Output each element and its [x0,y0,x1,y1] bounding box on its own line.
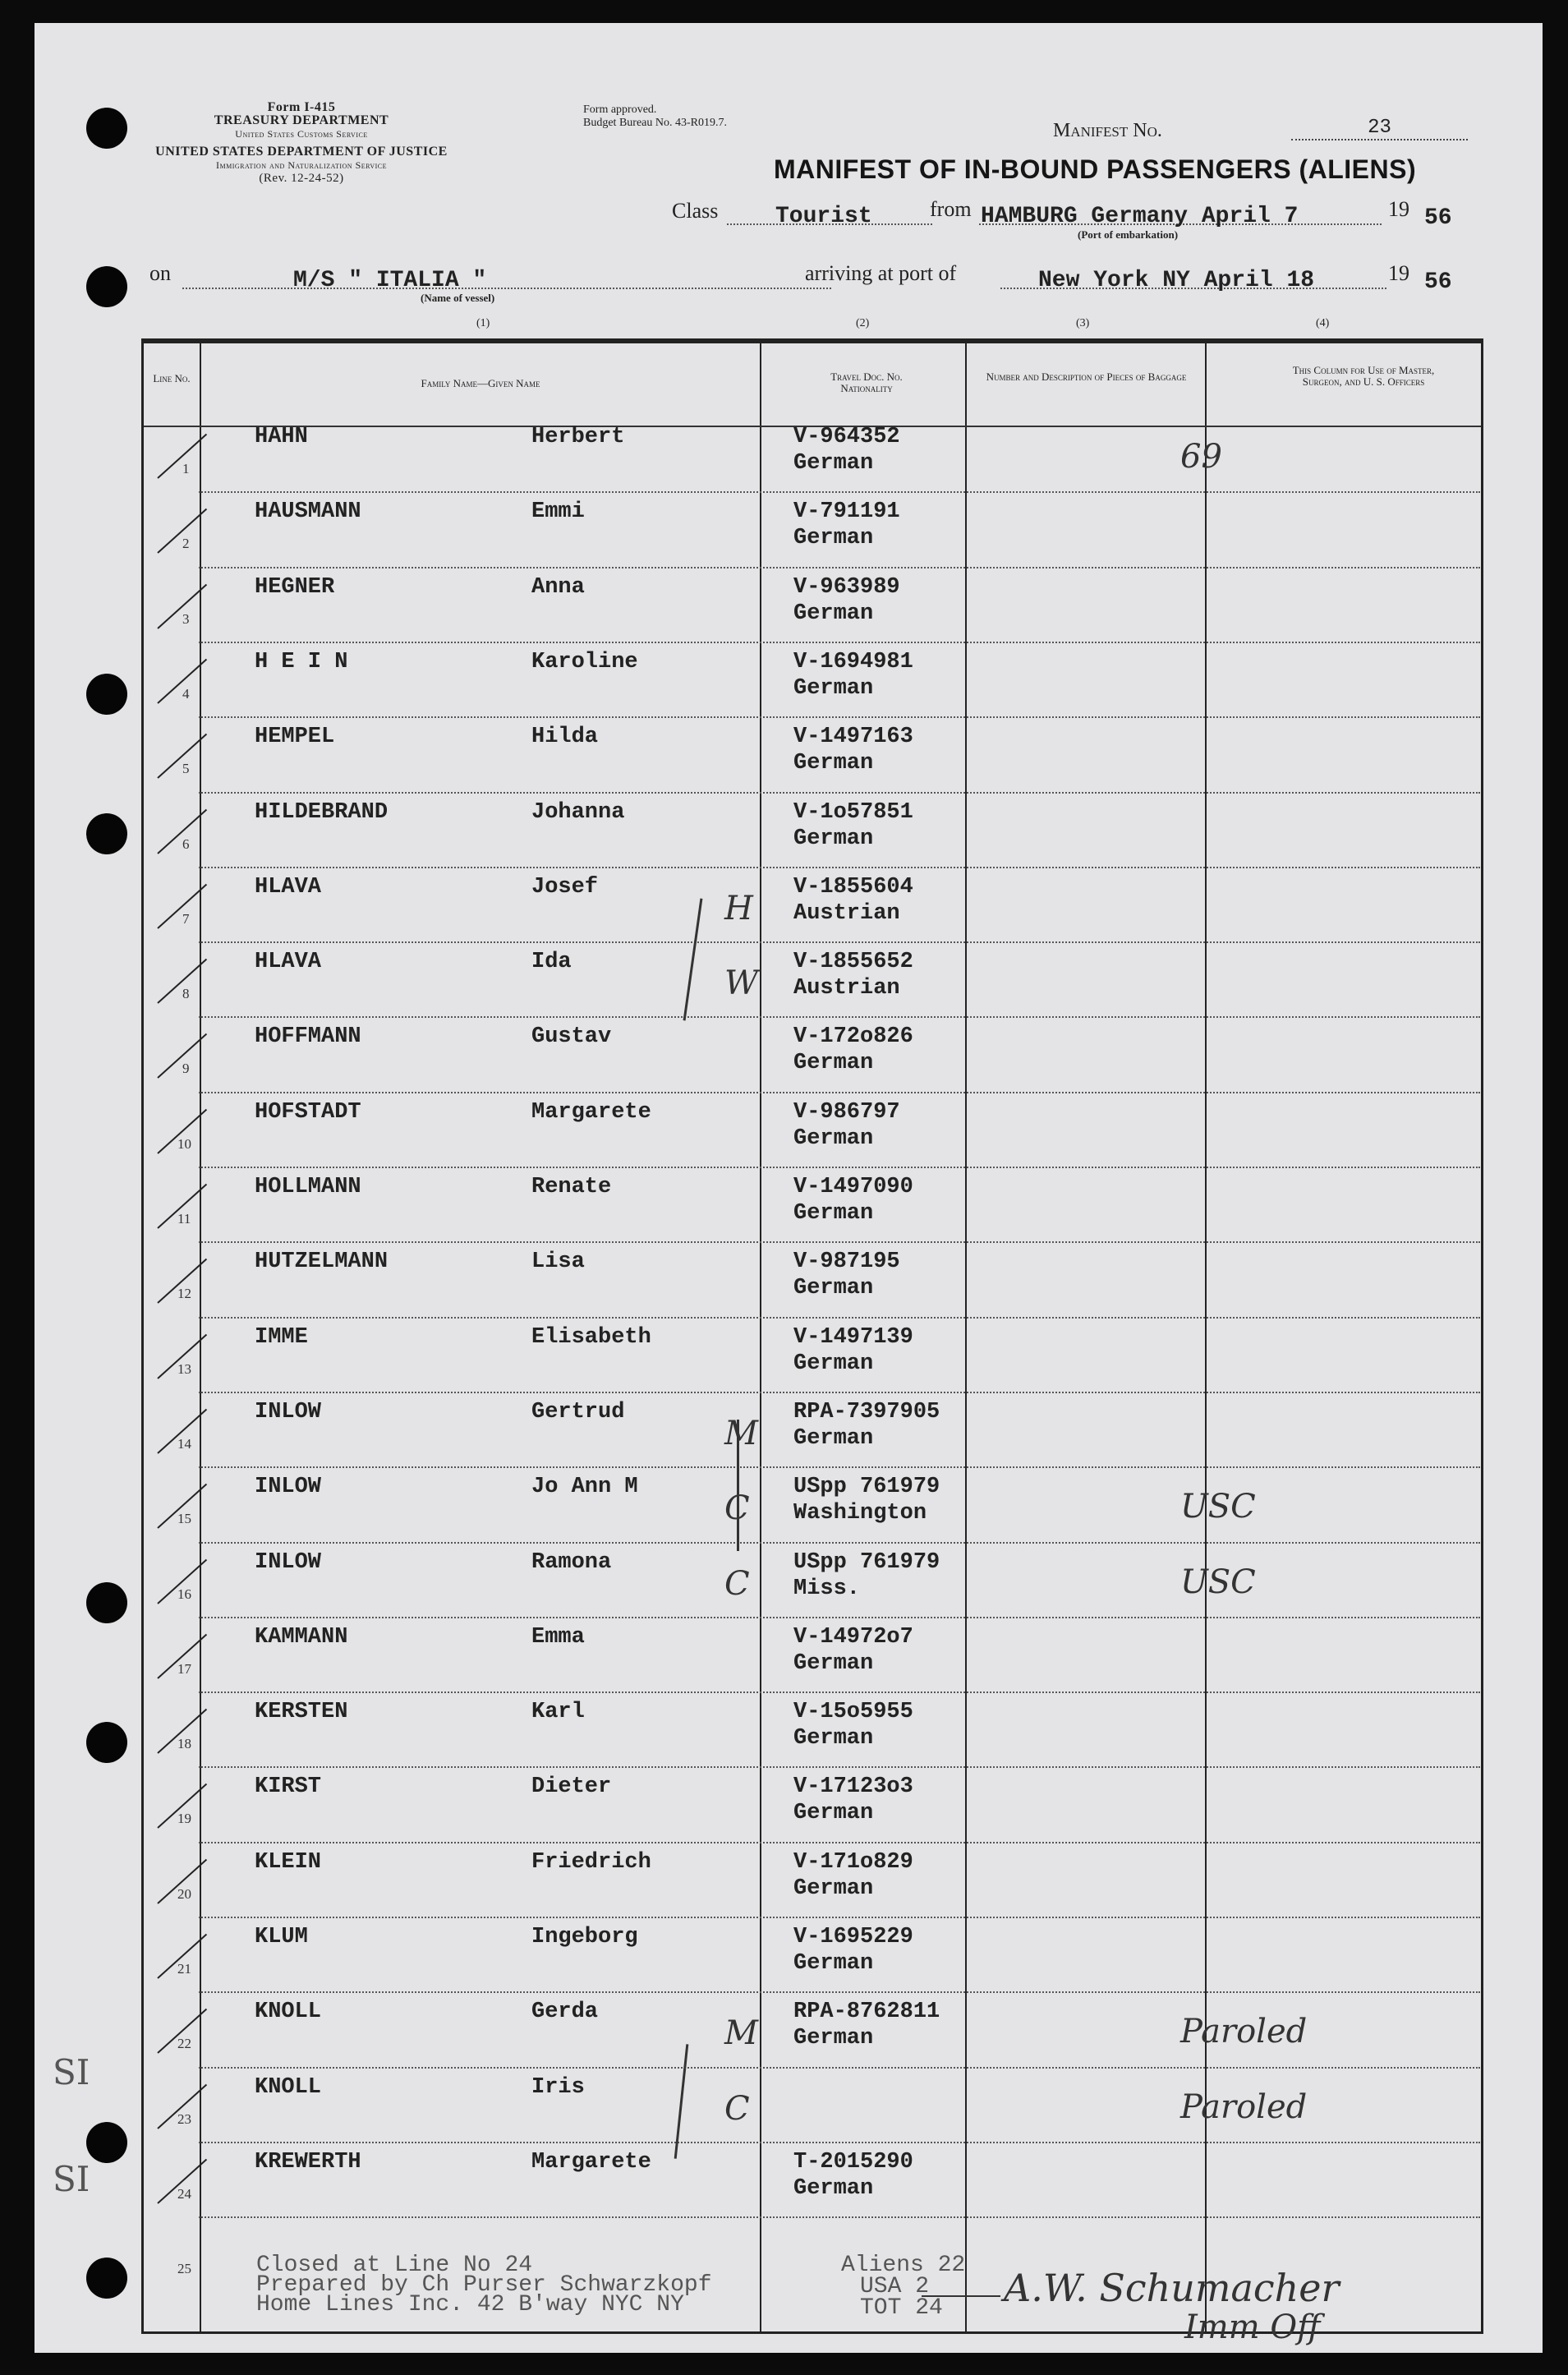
given-name: Lisa [531,1250,585,1275]
col-head-doc: Travel Doc. No. Nationality [830,371,903,394]
nationality: German [793,2026,874,2051]
row-divider [199,941,1480,943]
nationality: German [793,2175,874,2201]
family-bracket [737,1420,739,1551]
travel-doc-number: USpp 761979 [793,1475,940,1500]
prepared-by: Prepared by Ch Purser Schwarzkopf [256,2272,712,2298]
travel-doc-number: USpp 761979 [793,1549,940,1575]
family-name: IMME [255,1324,308,1350]
given-name: Ida [531,950,572,975]
margin-mark-si: SI [53,2052,90,2092]
officer-signature: A.W. Schumacher [1004,2266,1340,2310]
travel-doc-number: T-2015290 [793,2149,913,2175]
col-num-2: (2) [856,317,870,329]
given-name: Ramona [531,1549,612,1575]
row-divider [199,792,1480,794]
line-number: 5 [182,761,190,777]
row-divider [199,1691,1480,1693]
family-name: HAHN [255,425,308,449]
budget-bureau: Budget Bureau No. 43-R019.7. [583,117,727,129]
given-name: Iris [531,2074,585,2100]
line-number: 19 [177,1811,191,1827]
row-divider [199,1167,1480,1168]
travel-doc-number: V-1497139 [793,1324,913,1350]
manifest-number [1053,117,1391,142]
travel-doc-number: V-1497163 [793,725,913,750]
family-name: INLOW [255,1399,322,1425]
row-divider [199,1766,1480,1768]
row-divider [199,1617,1480,1618]
line-number: 15 [177,1511,191,1527]
family-name: HOLLMANN [255,1175,361,1199]
row-divider [199,1842,1480,1843]
travel-doc-number: V-14972o7 [793,1624,913,1650]
page-title: MANIFEST OF IN-BOUND PASSENGERS (ALIENS) [774,154,1417,184]
nationality: Miss. [793,1576,861,1601]
on-label: on [149,261,171,285]
family-name: HUTZELMANN [255,1250,389,1275]
relationship-note: C [724,1489,750,1528]
given-name: Elisabeth [531,1324,651,1350]
family-name: H E I N [255,649,348,674]
officer-note: USC [1180,1563,1256,1601]
travel-doc-number: RPA-7397905 [793,1399,940,1425]
nationality: German [793,826,874,851]
officer-note: 69 [1180,438,1222,476]
given-name: Josef [531,874,599,900]
officer-note: USC [1180,1488,1256,1526]
vessel-name: M/S " ITALIA " [293,268,487,293]
relationship-note: C [724,1564,750,1603]
nationality: German [793,601,874,626]
row-divider [199,2142,1480,2143]
family-name: HILDEBRAND [255,799,389,825]
row-divider [199,2216,1480,2218]
line-number: 8 [182,986,190,1002]
manifest-number-label: Manifest No. [1053,120,1162,141]
arrival-value: New York NY April 18 [1038,268,1315,293]
row-divider [199,716,1480,718]
class-label: Class [672,199,719,223]
nationality: German [793,1951,874,1976]
row-divider [199,1241,1480,1243]
given-name: Karl [531,1700,585,1725]
col-head-officers: This Column for Use of Master, Surgeon, and U. S. Officers [1292,364,1435,388]
vessel-dotted-line [182,288,831,289]
col-head-name: Family Name—Given Name [421,377,540,389]
given-name: Karoline [531,649,638,674]
vessel-caption: (Name of vessel) [421,292,495,304]
relationship-note: C [724,2089,750,2128]
punch-hole [86,1722,127,1763]
family-name: KERSTEN [255,1700,348,1725]
nationality: German [793,1801,874,1826]
row-divider [199,1392,1480,1393]
punch-hole [86,813,127,854]
given-name: Jo Ann M [531,1475,638,1500]
travel-doc-number: V-1694981 [793,649,913,674]
nationality: German [793,1125,874,1151]
relationship-note: W [724,964,759,1003]
arrival-year-prefix: 19 [1388,261,1409,285]
travel-doc-number: V-17123o3 [793,1774,913,1800]
family-name: HLAVA [255,874,322,900]
nationality: German [793,675,874,701]
from-year: 56 [1424,205,1452,231]
row-divider [199,1317,1480,1319]
given-name: Margarete [531,2149,651,2175]
line-number: 22 [177,2036,191,2052]
port-embarkation-caption: (Port of embarkation) [1078,228,1179,241]
line-number: 21 [177,1961,191,1977]
family-name: HEMPEL [255,725,335,750]
family-name: KNOLL [255,2000,322,2025]
line-number: 3 [182,610,190,627]
shipping-agent: Home Lines Inc. 42 B'way NYC NY [256,2292,684,2317]
row-divider [199,1991,1480,1993]
travel-doc-number: V-791191 [793,499,900,525]
line-number: 9 [182,1061,190,1077]
given-name: Renate [531,1175,612,1199]
nationality: German [793,1201,874,1226]
row-divider [199,1466,1480,1468]
travel-doc-number: V-171o829 [793,1849,913,1875]
travel-doc-number: V-963989 [793,574,900,600]
line-number: 1 [182,461,190,476]
col-num-3: (3) [1076,317,1090,329]
family-name: INLOW [255,1549,322,1575]
given-name: Dieter [531,1774,612,1800]
travel-doc-number: V-1o57851 [793,799,913,825]
treasury-dept: TREASURY DEPARTMENT [214,113,389,127]
travel-doc-number: V-986797 [793,1099,900,1125]
nationality: German [793,1876,874,1901]
line-number: 4 [182,685,190,702]
line-number: 16 [177,1586,191,1602]
nationality: German [793,526,874,551]
family-name: INLOW [255,1475,322,1500]
line-number: 10 [177,1135,191,1152]
family-name: KAMMANN [255,1624,348,1650]
row-divider [199,2067,1480,2069]
line-number: 11 [177,1211,191,1227]
ins-service: Immigration and Naturalization Service [215,159,387,171]
nationality: German [793,1276,874,1301]
line-number: 20 [177,1885,191,1902]
row-divider [199,1917,1480,1918]
family-name: HAUSMANN [255,499,361,525]
row-divider [199,867,1480,868]
nationality: German [793,451,874,476]
line-number: 7 [182,910,190,927]
travel-doc-number: V-15o5955 [793,1700,913,1725]
row-divider [199,1016,1480,1018]
family-name: KLUM [255,1925,308,1949]
line-number: 23 [177,2110,191,2127]
relationship-note: M [724,2014,758,2053]
row-divider [199,567,1480,568]
travel-doc-number: V-1855652 [793,950,913,975]
given-name: Friedrich [531,1849,651,1875]
line-number: 17 [177,1660,191,1677]
manifest-number-value: 23 [1291,117,1468,140]
travel-doc-number: V-1855604 [793,874,913,900]
travel-doc-number: RPA-8762811 [793,2000,940,2025]
given-name: Margarete [531,1099,651,1125]
col-head-baggage: Number and Description of Pieces of Baggage [986,371,1187,383]
punch-hole [86,674,127,715]
line-number: 6 [182,835,190,852]
nationality: German [793,1351,874,1376]
given-name: Johanna [531,799,625,825]
line-number: 2 [182,536,190,552]
nationality: German [793,1051,874,1076]
total-all: TOT 24 [860,2295,943,2321]
given-name: Gertrud [531,1399,625,1425]
total-aliens: Aliens 22 [841,2253,966,2278]
family-name: KREWERTH [255,2149,361,2175]
line-number: 12 [177,1286,191,1302]
nationality: German [793,1425,874,1451]
totals-underline [922,2295,1000,2297]
punch-hole [86,1582,127,1623]
relationship-note: M [724,1414,758,1452]
row-divider [199,642,1480,643]
officer-note: Paroled [1180,2013,1308,2051]
col-num-4: (4) [1316,317,1330,329]
family-name: HEGNER [255,574,335,600]
travel-doc-number: V-1497090 [793,1175,913,1199]
class-value: Tourist [775,204,872,229]
form-approval [583,104,727,130]
travel-doc-number: V-987195 [793,1250,900,1275]
form-id: Form I-415 [267,100,336,114]
justice-dept: UNITED STATES DEPARTMENT OF JUSTICE [155,145,448,159]
customs-service: United States Customs Service [235,128,368,140]
from-year-prefix: 19 [1388,197,1409,221]
given-name: Hilda [531,725,599,750]
nationality: German [793,1726,874,1751]
family-name: KNOLL [255,2074,322,2100]
family-name: HOFSTADT [255,1099,361,1125]
given-name: Emmi [531,499,585,525]
arriving-label: arriving at port of [805,261,957,285]
given-name: Gerda [531,2000,599,2025]
col-head-line: Line No. [153,372,191,384]
family-name: KLEIN [255,1849,322,1875]
given-name: Emma [531,1624,585,1650]
form-approved: Form approved. [583,104,657,116]
given-name: Gustav [531,1024,612,1050]
nationality: Washington [793,1501,927,1526]
given-name: Herbert [531,425,625,449]
travel-doc-number: V-172o826 [793,1024,913,1050]
from-label: from [930,197,972,221]
punch-hole [86,2122,127,2163]
punch-hole [86,266,127,307]
given-name: Ingeborg [531,1925,638,1949]
from-value: HAMBURG Germany April 7 [981,204,1299,229]
form-revision: (Rev. 12-24-52) [259,172,344,185]
total-usa: USA 2 [860,2274,930,2299]
family-name: HLAVA [255,950,322,975]
punch-hole [86,108,127,149]
row-divider [199,1542,1480,1544]
travel-doc-number: V-1695229 [793,1925,913,1949]
family-name: KIRST [255,1774,322,1800]
nationality: German [793,751,874,776]
arrival-year: 56 [1424,269,1452,295]
travel-doc-number: V-964352 [793,425,900,449]
nationality: Austrian [793,976,900,1001]
line-number: 25 [177,2261,191,2277]
nationality: German [793,1650,874,1676]
given-name: Anna [531,574,585,600]
row-divider [199,491,1480,493]
nationality: Austrian [793,900,900,926]
manifest-page [34,23,1543,2353]
row-divider [199,1092,1480,1093]
margin-mark-si: SI [53,2159,90,2199]
agency-header [137,101,466,185]
family-name: HOFFMANN [255,1024,361,1050]
officer-note: Paroled [1180,2087,1308,2126]
relationship-note: H [724,889,753,927]
punch-hole [86,2258,127,2299]
col-num-1: (1) [476,317,490,329]
line-number: 14 [177,1435,191,1452]
line-number: 13 [177,1360,191,1377]
line-number: 18 [177,1736,191,1752]
closed-at-line: Closed at Line No 24 [256,2253,533,2278]
officer-title: Imm Off [1184,2308,1321,2346]
line-number: 24 [177,2185,191,2202]
